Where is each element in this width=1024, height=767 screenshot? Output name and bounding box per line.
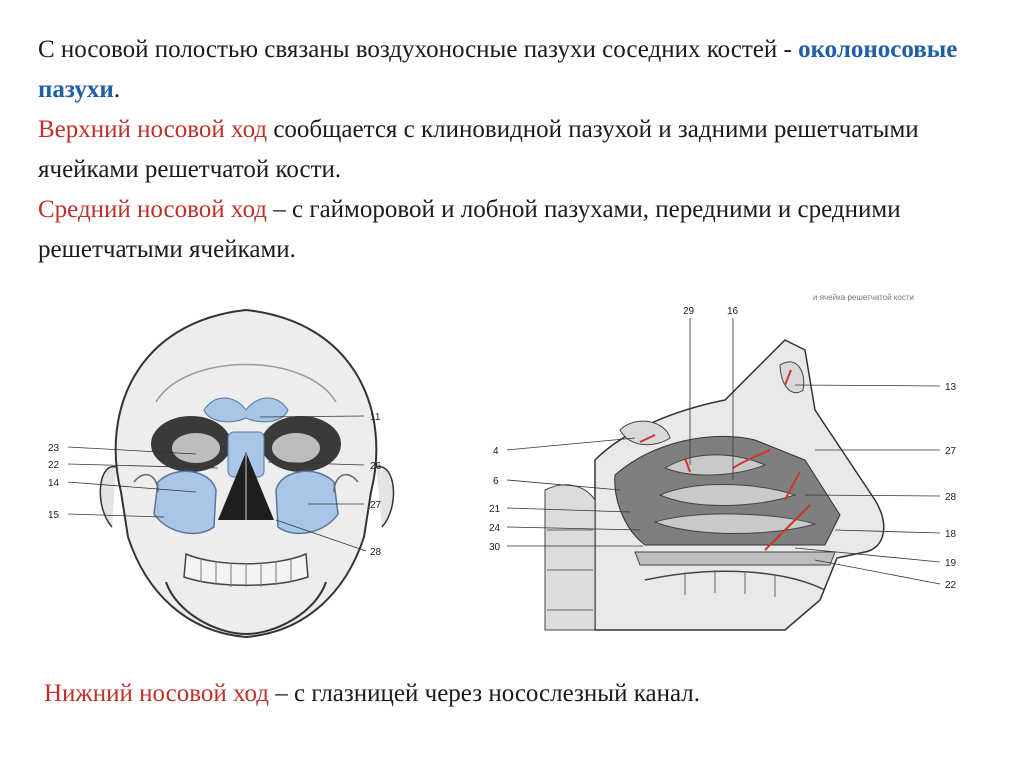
skull-label-22: 22 — [48, 460, 60, 471]
text-middle-meatus: – с гайморовой и лобной пазухами, передними и средними решетчатыми ячейками. — [38, 196, 901, 263]
sagittal-label-27: 27 — [945, 446, 957, 457]
term-inferior-meatus: Нижний носовой ход — [44, 680, 269, 707]
term-paranasal-sinuses: околоносовые пазухи — [38, 36, 958, 103]
skull-frontal-illustration — [46, 292, 466, 652]
sagittal-label-28: 28 — [945, 492, 957, 503]
skull-frontal-figure — [46, 292, 466, 652]
skull-label-23: 23 — [48, 443, 60, 454]
term-superior-meatus: Верхний носовой ход — [38, 116, 268, 143]
sagittal-section-figure — [485, 290, 975, 652]
text-period: . — [113, 76, 121, 103]
description-text — [38, 30, 998, 270]
skull-label-11: 11 — [370, 412, 381, 423]
skull-label-14: 14 — [48, 478, 60, 489]
paragraph-superior-meatus — [38, 110, 998, 190]
figure-caption-fragment: и ячейка решетчатой кости — [813, 293, 914, 302]
paragraph-sinuses — [38, 30, 998, 110]
paragraph-inferior-meatus — [44, 676, 700, 712]
term-middle-meatus: Средний носовой ход — [38, 196, 267, 223]
sagittal-label-29: 29 — [683, 306, 695, 317]
sagittal-label-21: 21 — [489, 504, 501, 515]
sagittal-label-13: 13 — [945, 382, 957, 393]
paragraph-middle-meatus — [38, 190, 998, 270]
sagittal-label-19: 19 — [945, 558, 957, 569]
text-intro: С носовой полостью связаны воздухоносные пазухи соседних костей - — [38, 36, 799, 63]
skull-label-15: 15 — [48, 510, 60, 521]
sagittal-label-30: 30 — [489, 542, 501, 553]
sagittal-label-24: 24 — [489, 523, 501, 534]
sagittal-label-18: 18 — [945, 529, 957, 540]
text-inferior-meatus: – с глазницей через носослезный канал. — [269, 680, 700, 707]
sagittal-label-16: 16 — [727, 306, 739, 317]
skull-label-26: 26 — [370, 461, 382, 472]
sagittal-label-4: 4 — [493, 446, 499, 457]
sagittal-section-illustration — [485, 290, 975, 652]
skull-label-28: 28 — [370, 547, 382, 558]
text-superior-meatus: сообщается с клиновидной пазухой и задними решетчатыми ячейками решетчатой кости. — [38, 116, 919, 183]
sagittal-label-22: 22 — [945, 580, 957, 591]
skull-label-27: 27 — [370, 500, 382, 511]
sagittal-label-6: 6 — [493, 476, 499, 487]
